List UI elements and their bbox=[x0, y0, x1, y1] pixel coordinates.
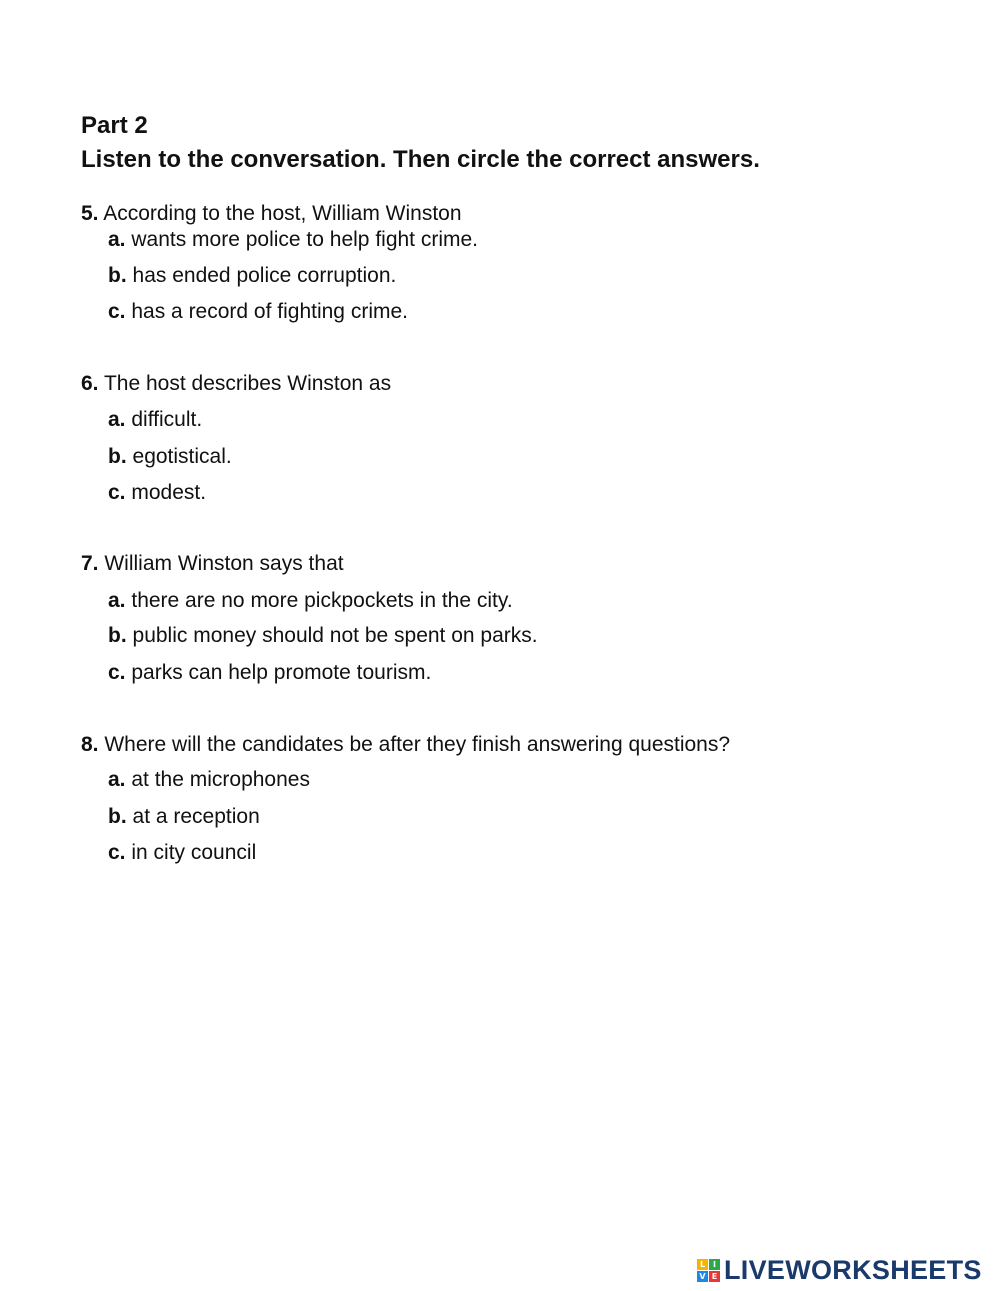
option-c[interactable] bbox=[108, 300, 408, 324]
question-text: The host describes Winston as bbox=[103, 372, 392, 395]
logo-mark-icon bbox=[697, 1259, 720, 1282]
option-letter: b. bbox=[108, 445, 127, 468]
question-text: According to the host, William Winston bbox=[103, 202, 462, 225]
option-letter: b. bbox=[108, 805, 127, 828]
option-letter: b. bbox=[108, 264, 127, 287]
question-number: 7. bbox=[81, 552, 99, 575]
option-a[interactable] bbox=[108, 228, 478, 252]
option-b[interactable] bbox=[108, 264, 396, 288]
question-stem bbox=[81, 372, 391, 396]
option-letter: b. bbox=[108, 624, 127, 647]
option-a[interactable] bbox=[108, 768, 310, 792]
option-text: wants more police to help fight crime. bbox=[131, 228, 479, 251]
question-stem bbox=[81, 733, 730, 757]
question-stem bbox=[81, 552, 344, 576]
question-number: 8. bbox=[81, 733, 99, 756]
option-b[interactable] bbox=[108, 805, 260, 829]
option-text: parks can help promote tourism. bbox=[131, 661, 432, 684]
instructions: Listen to the conversation. Then circle the correct answers. bbox=[81, 146, 760, 173]
option-text: public money should not be spent on parks. bbox=[132, 624, 538, 647]
option-text: in city council bbox=[131, 841, 257, 864]
option-c[interactable] bbox=[108, 481, 206, 505]
question-text: Where will the candidates be after they finish answering questions? bbox=[104, 733, 731, 756]
option-a[interactable] bbox=[108, 408, 202, 432]
logo-text: LIVEWORKSHEETS bbox=[724, 1255, 982, 1285]
liveworksheets-logo bbox=[697, 1255, 982, 1285]
question-number: 6. bbox=[81, 372, 99, 395]
option-a[interactable] bbox=[108, 589, 513, 613]
option-letter: a. bbox=[108, 768, 126, 791]
part-label: Part 2 bbox=[81, 112, 148, 139]
logo-tile: I bbox=[709, 1259, 720, 1270]
option-text: difficult. bbox=[131, 408, 203, 431]
option-letter: c. bbox=[108, 841, 126, 864]
option-letter: c. bbox=[108, 661, 126, 684]
option-c[interactable] bbox=[108, 661, 431, 685]
option-text: modest. bbox=[131, 481, 207, 504]
logo-tile: V bbox=[697, 1271, 708, 1282]
option-letter: c. bbox=[108, 300, 126, 323]
option-b[interactable] bbox=[108, 445, 232, 469]
option-b[interactable] bbox=[108, 624, 538, 648]
option-letter: a. bbox=[108, 589, 126, 612]
logo-tile: E bbox=[709, 1271, 720, 1282]
option-text: there are no more pickpockets in the city. bbox=[131, 589, 513, 612]
option-text: has ended police corruption. bbox=[132, 264, 397, 287]
question-number: 5. bbox=[81, 202, 99, 225]
option-letter: a. bbox=[108, 228, 126, 251]
option-text: has a record of fighting crime. bbox=[131, 300, 408, 323]
option-letter: a. bbox=[108, 408, 126, 431]
option-text: egotistical. bbox=[132, 445, 232, 468]
logo-tile: L bbox=[697, 1259, 708, 1270]
option-text: at the microphones bbox=[131, 768, 310, 791]
option-text: at a reception bbox=[132, 805, 260, 828]
question-stem bbox=[81, 202, 462, 226]
option-letter: c. bbox=[108, 481, 126, 504]
question-text: William Winston says that bbox=[104, 552, 344, 575]
option-c[interactable] bbox=[108, 841, 256, 865]
